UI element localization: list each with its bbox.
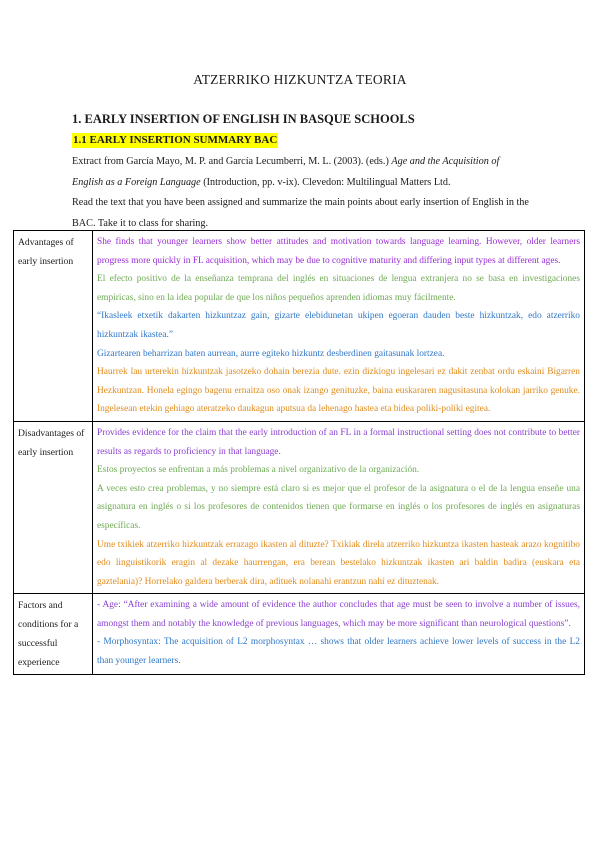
book-title: Age and the Acquisition of English as a Foreign Language [72,156,500,188]
row-label: Factors and conditions for a successful experience [14,594,93,675]
content-paragraph: El efecto positivo de la enseñanza temprana del inglés en situaciones de lengua extranjera no se basa en investigaciones empíricas, sino en la idea popular de que los niños pequeños aprenden idiomas muy fácilmente. [97,274,580,303]
content-paragraph: Ume txikiek atzerriko hizkuntzak errazago ikasten al dituzte? Txikiak direla atzerriko hizkuntza ikasten hasteak arazo kognitibo edo linguistikorik eragin al dezake haurrengan, era berean bestelako hizkuntzak ikasten ari baldin badira (euskara eta gaztelania)? Horrelako galdera berberak dira, adituek nolanahi erantzun nahi ez dituztenak. [97,539,580,587]
highlighted-subheading: 1.1 EARLY INSERTION SUMMARY BAC [73,134,278,146]
row-label: Advantages of early insertion [14,231,93,422]
row-label: Disadvantages of early insertion [14,421,93,593]
citation-text: Extract from García Mayo, M. P. and García Lecumberri, M. L. (2003). (eds.) [72,156,392,167]
document-title: ATZERRIKO HIZKUNTZA TEORIA [193,72,407,87]
table-row [14,231,585,422]
citation-paragraph [72,152,530,193]
summary-table [13,230,585,675]
content-paragraph: - Age: “After examining a wide amount of evidence the author concludes that age must be seen to involve a number of issues, amongst them and notably the knowledge of previous languages, which may be more significant than neurological questions”. [97,600,580,629]
content-paragraph: A veces esto crea problemas, y no siempre está claro si es mejor que el profesor de la asignatura o el de la lengua enseñe una asignatura en inglés o si los profesores de contenidos tienen que formarse en inglés o los profesores de inglés en asignaturas específicas. [97,483,580,531]
table-row [14,594,585,675]
content-paragraph: Provides evidence for the claim that the early introduction of an FL in a formal instructional setting does not contribute to better results as regards to proficiency in that language. [97,427,580,457]
content-paragraph: - Morphosyntax: The acquisition of L2 morphosyntax … shows that older learners achieve lower levels of success in the L2 than younger learners. [97,637,580,667]
content-paragraph: Gizartearen beharrizan baten aurrean, aurre egiteko hizkuntz desberdinen gaitasunak lortzea. [97,348,445,359]
citation-rest: (Introduction, pp. v-ix). Clevedon: Multilingual Matters Ltd. [200,176,451,188]
content-paragraph: “Ikasleek etxetik dakarten hizkuntzaz gain, gizarte elebidunetan ukipen egoeran dauden beste hizkuntzak, edo atzerriko hizkuntzak ikastea.” [97,311,580,340]
content-paragraph: She finds that younger learners show better attitudes and motivation towards language learning. However, older learners progress more quickly in FL acquisition, which may be due to cognitive maturity and differing input types at different ages. [97,237,580,266]
content-paragraph: Estos proyectos se enfrentan a más problemas a nivel organizativo de la organización. [97,465,420,476]
instructions-paragraph: Read the text that you have been assigned and summarize the main points about early insertion of English in the BAC. Take it to class for sharing. [72,197,529,229]
row-content [93,594,585,675]
intro-text [72,152,530,234]
content-paragraph: Haurrek lau urterekin hizkuntzak jasotzeko dohain berezia dute. ezin dizkiogu ingelesari ez dakit zenbat ordu eskaini Bigarren Hezkuntzan. Honela egingo bagenu ernaitza oso onak izango genituzke, baina euskararen nagusitasuna kolokan jarriko genuke. Ingelesean etekin gehiago ateratzeko daukagun aputsua da lehenago hastea eta bidea poliki-poliki egitea. [97,367,580,415]
section-heading: 1. EARLY INSERTION OF ENGLISH IN BASQUE SCHOOLS [72,112,415,126]
table-row [14,421,585,593]
row-content [93,231,585,422]
row-content [93,421,585,593]
